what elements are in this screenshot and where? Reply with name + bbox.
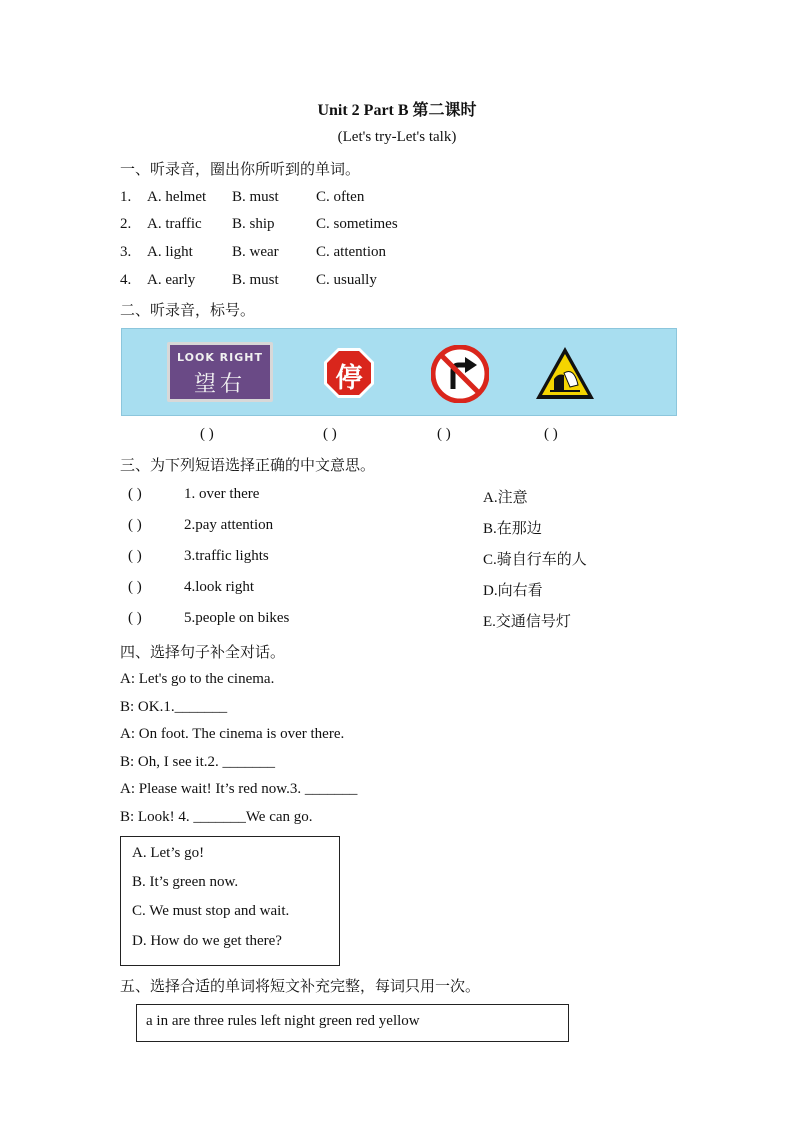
meaning: E.交通信号灯 (483, 614, 571, 630)
meaning: D.向右看 (483, 583, 543, 599)
answer-blank-4[interactable]: ( ) (544, 426, 558, 442)
meaning: B.在那边 (483, 521, 542, 537)
option-c: C. often (316, 189, 365, 205)
option-a: A. traffic (147, 216, 202, 232)
phrase: 1. over there (184, 486, 260, 502)
sentence-option-a: A. Let’s go! (132, 845, 205, 861)
sentence-option-b: B. It’s green now. (132, 874, 239, 890)
phrase: 5.people on bikes (184, 610, 290, 626)
section4-heading: 四、选择句子补全对话。 (120, 645, 286, 661)
sign-image-panel (121, 328, 677, 416)
dialogue-line-2: B: OK.1._______ (120, 699, 228, 715)
sentence-options-box (120, 836, 340, 966)
word-bank-box (136, 1004, 569, 1042)
question-number: 2. (120, 216, 132, 232)
section3-heading: 三、为下列短语选择正确的中文意思。 (120, 458, 376, 474)
answer-paren[interactable]: ( ) (128, 548, 142, 564)
sentence-option-d: D. How do we get there? (132, 933, 282, 949)
dialogue-line-4: B: Oh, I see it.2. _______ (120, 754, 275, 770)
dialogue-line-3: A: On foot. The cinema is over there. (120, 726, 345, 742)
question-number: 4. (120, 272, 132, 288)
dialogue-line-6: B: Look! 4. _______We can go. (120, 809, 313, 825)
look-right-road-marking-icon (167, 342, 273, 402)
question-number: 1. (120, 189, 132, 205)
section5-heading: 五、选择合适的单词将短文补充完整，每词只用一次。 (120, 979, 481, 995)
word-bank-text: a in are three rules left night green red yellow (146, 1013, 420, 1029)
meaning: A.注意 (483, 490, 528, 506)
answer-blank-1[interactable]: ( ) (200, 426, 214, 442)
road-marking-english: LOOK RIGHT (177, 351, 263, 364)
option-b: B. wear (232, 244, 279, 260)
answer-blank-2[interactable]: ( ) (323, 426, 337, 442)
question-number: 3. (120, 244, 132, 260)
no-right-turn-sign-icon (431, 345, 489, 403)
answer-paren[interactable]: ( ) (128, 579, 142, 595)
caution-triangle-sign-icon (534, 345, 596, 401)
section2-heading: 二、听录音，标号。 (120, 303, 256, 319)
option-a: A. helmet (147, 189, 207, 205)
phrase: 2.pay attention (184, 517, 274, 533)
sentence-option-c: C. We must stop and wait. (132, 903, 290, 919)
option-b: B. ship (232, 216, 275, 232)
answer-blank-3[interactable]: ( ) (437, 426, 451, 442)
answer-paren[interactable]: ( ) (128, 486, 142, 502)
meaning: C.骑自行车的人 (483, 552, 587, 568)
stop-sign-text: 停 (335, 363, 363, 394)
answer-paren[interactable]: ( ) (128, 517, 142, 533)
option-c: C. usually (316, 272, 377, 288)
page-subtitle: (Let's try-Let's talk) (337, 129, 457, 145)
dialogue-line-1: A: Let's go to the cinema. (120, 671, 275, 687)
phrase: 4.look right (184, 579, 254, 595)
option-c: C. sometimes (316, 216, 398, 232)
section1-heading: 一、听录音，圈出你所听到的单词。 (120, 162, 361, 178)
option-b: B. must (232, 272, 279, 288)
option-b: B. must (232, 189, 279, 205)
answer-paren[interactable]: ( ) (128, 610, 142, 626)
page-title: Unit 2 Part B 第二课时 (317, 102, 477, 119)
option-a: A. light (147, 244, 193, 260)
option-a: A. early (147, 272, 196, 288)
road-marking-chinese: 望右 (193, 372, 246, 397)
phrase: 3.traffic lights (184, 548, 269, 564)
dialogue-line-5: A: Please wait! It’s red now.3. _______ (120, 781, 358, 797)
option-c: C. attention (316, 244, 386, 260)
